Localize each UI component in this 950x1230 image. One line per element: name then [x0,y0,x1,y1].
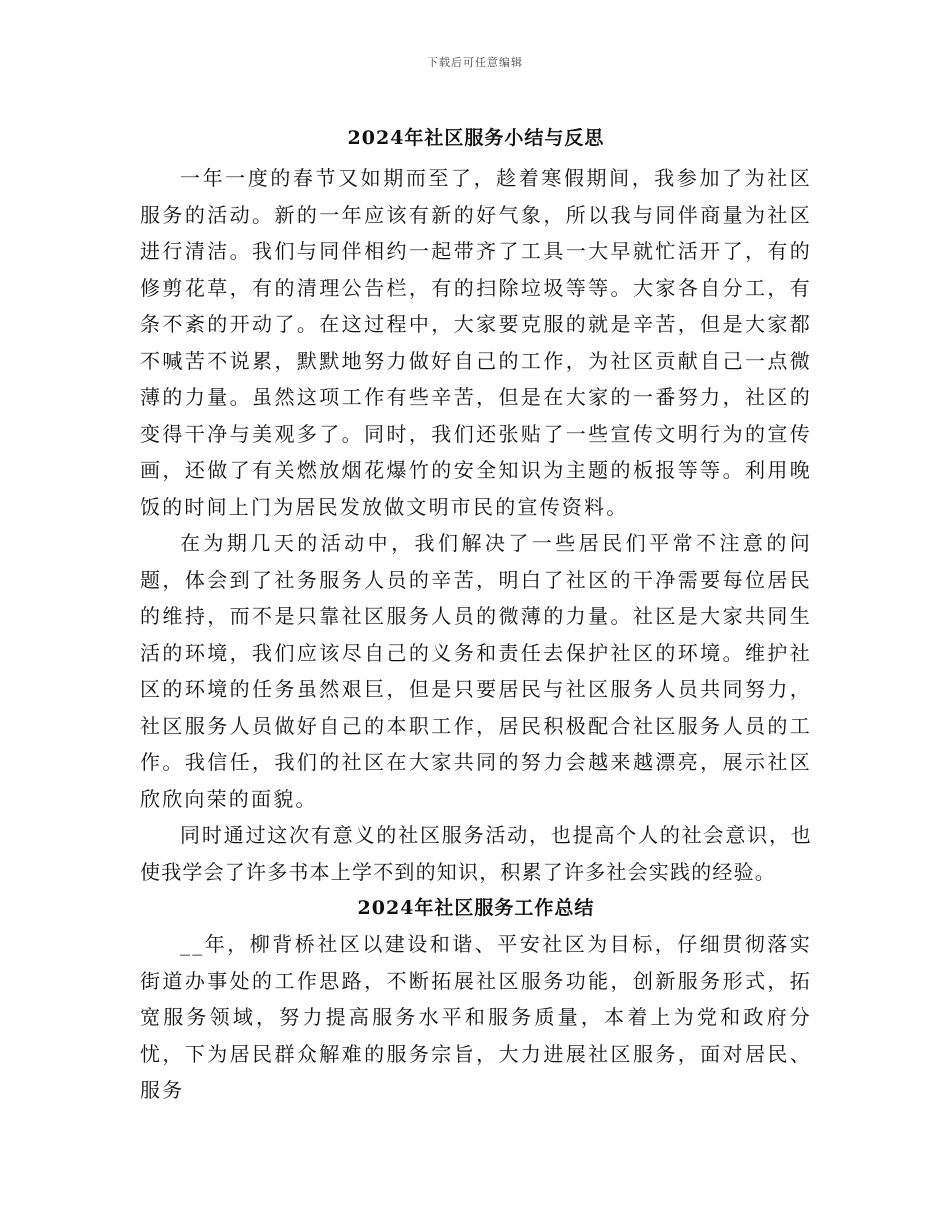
section-2-paragraph-1: __年，柳背桥社区以建设和谐、平安社区为目标，仔细贯彻落实街道办事处的工作思路，不断拓展社区服务功能，创新服务形式，拓宽服务领域，努力提高服务水平和服务质量，本着上为党和政府分忧，下为居民群众解难的服务宗旨，大力进展社区服务，面对居民、服务 [140,932,812,1102]
section-1-paragraph-1: 一年一度的春节又如期而至了，趁着寒假期间，我参加了为社区服务的活动。新的一年应该有新的好气象，所以我与同伴商量为社区进行清洁。我们与同伴相约一起带齐了工具一大早就忙活开了，有的修剪花草，有的清理公告栏，有的扫除垃圾等等。大家各自分工，有条不紊的开动了。在这过程中，大家要克服的就是辛苦，但是大家都不喊苦不说累，默默地努力做好自己的工作，为社区贡献自己一点微薄的力量。虽然这项工作有些辛苦，但是在大家的一番努力，社区的变得干净与美观多了。同时，我们还张贴了一些宣传文明行为的宣传画，还做了有关燃放烟花爆竹的安全知识为主题的板报等等。利用晚饭的时间上门为居民发放做文明市民的宣传资料。 [140,166,812,519]
section-1-title: 2024年社区服务小结与反思 [347,127,605,149]
section-2-title: 2024年社区服务工作总结 [357,897,595,919]
section-1-paragraph-3: 同时通过这次有意义的社区服务活动，也提高个人的社会意识，也使我学会了许多书本上学不到的知识，积累了许多社会实践的经验。 [140,823,812,884]
document-body [140,118,812,1109]
section-1-paragraph-2: 在为期几天的活动中，我们解决了一些居民们平常不注意的问题，体会到了社务服务人员的辛苦，明白了社区的干净需要每位居民的维持，而不是只靠社区服务人员的微薄的力量。社区是大家共同生活的环境，我们应该尽自己的义务和责任去保护社区的环境。维护社区的环境的任务虽然艰巨，但是只要居民与社区服务人员共同努力，社区服务人员做好自己的本职工作，居民积极配合社区服务人员的工作。我信任，我们的社区在大家共同的努力会越来越漂亮，展示社区欣欣向荣的面貌。 [140,531,812,811]
header-note: 下载后可任意编辑 [427,56,523,69]
